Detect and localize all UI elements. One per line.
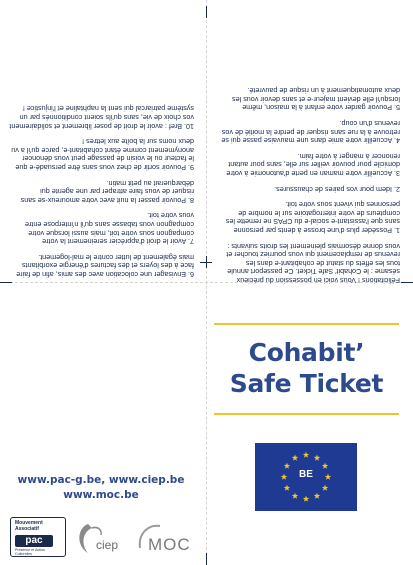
pac-logo-line1: Mouvement [15, 520, 43, 526]
intro-paragraph: Félicitations ! Vous voici en possession du précieux sésame : le Cohabit' Safe Ticket. Ce passeport annule tous les effets du statut de cohabitant-e dans les revenus de remplacement qui vous pourriez toucher et vous donne désormais pleinement les droits suivants : [226, 241, 400, 285]
rights-list-item: 1. Posséder plus d'une brosse à dents par personne sans que l'assistant-e social-e du CPAS ne remette les compteurs de votre interrogatoire sur le nombre de personnes qui vivent sous votre toit. [225, 200, 400, 236]
eu-star-icon [303, 452, 309, 458]
eu-star-icon [292, 455, 298, 461]
inside-panel-left [8, 2, 194, 278]
rights-list-item: 7. Avoir le droit d'apprécier sereinement la votre compagnon sous votre toit, mais aussi lorsque votre compagnon vous tabasse sans qu'il n'interpose entre vous votre toit. [25, 211, 194, 247]
eu-star-icon [322, 463, 328, 469]
crop-mark [0, 282, 12, 283]
eu-star-icon [284, 463, 290, 469]
rights-list-item: 6. Envisager une colocation avec des amis, afin de faire face à des loyers et des factures d'énergie exorbitants mais également de lutter contre le mal-logement. [16, 252, 194, 279]
eu-flag-icon [255, 443, 357, 511]
eu-star-icon [314, 455, 320, 461]
cover-title-line2: Safe Ticket [229, 369, 384, 398]
rights-list-item: 8. Pouvoir passer la nuit avec votre amoureux-se sans risquer de vous faire attraper par une agente qui débarquerait au petit matin. [20, 178, 194, 205]
eu-star-icon [314, 493, 320, 499]
cover-rule-top [214, 323, 399, 325]
cover-title-line1: Cohabit’ [248, 338, 365, 367]
pac-logo-mark: pac [15, 535, 53, 547]
websites-line-2: www.moc.be [63, 489, 139, 501]
eu-star-icon [292, 493, 298, 499]
rights-list-item: 4. Accueillir votre amie dans une mauvaise passe qui se retrouve à la rue sans risquer de perdre la moitié de vos revenus d'un coup. [221, 119, 400, 146]
eu-star-icon [284, 485, 290, 491]
rights-list-item: 2. Idem pour vos paires de chaussures. [274, 184, 400, 194]
crop-mark [206, 553, 207, 565]
crop-mark [401, 282, 413, 283]
rights-list-item: 3. Accueillir votre maman en perte d'autonomie à votre domicile pour pouvoir veiller sur elle, sans pour autant renoncer à manger à votre faim. [226, 151, 400, 179]
pac-logo-line2: Associatif [15, 525, 39, 532]
moc-logo [134, 520, 190, 558]
rights-list-item: 10. Bref : avoir le droit de poser librement et solidairement vos choix de vie, sans qu'ils soient conditionnés par un système patriarcal qui sent la naphtaline et l'injustice ! [9, 104, 194, 131]
rights-list-item: 5. Pouvoir garder votre enfant à la maison, même lorsqu'il elle devient majeur-e et sans devoir vous les deux automatiquement à un risque de pauvreté. [232, 86, 400, 113]
cover-rule-bottom [214, 413, 399, 415]
crop-mark [206, 6, 207, 18]
pac-logo [10, 517, 66, 557]
eu-star-icon [303, 496, 309, 502]
pac-logo-tagline: Présence et Action Culturelles [15, 548, 45, 556]
ciep-logo [74, 520, 126, 558]
crop-mark [200, 262, 212, 263]
eu-star-icon [322, 485, 328, 491]
inside-panel-right [220, 8, 400, 284]
websites-line-1: www.pac-g.be, www.ciep.be [17, 474, 185, 486]
moc-logo-text: MOC [148, 535, 191, 554]
flag-country-code: BE [299, 469, 313, 480]
ciep-logo-text: ciep [96, 538, 119, 552]
rights-list-item: 9. Pouvoir sortir de chez vous sans être persuadé-e que le facteur ou le voisin de passage peut vous dénoncer anonymement comme étant cohabitant-e, parce qu'il a vu deux noms sur la boîte aux lettres ! [11, 137, 194, 173]
